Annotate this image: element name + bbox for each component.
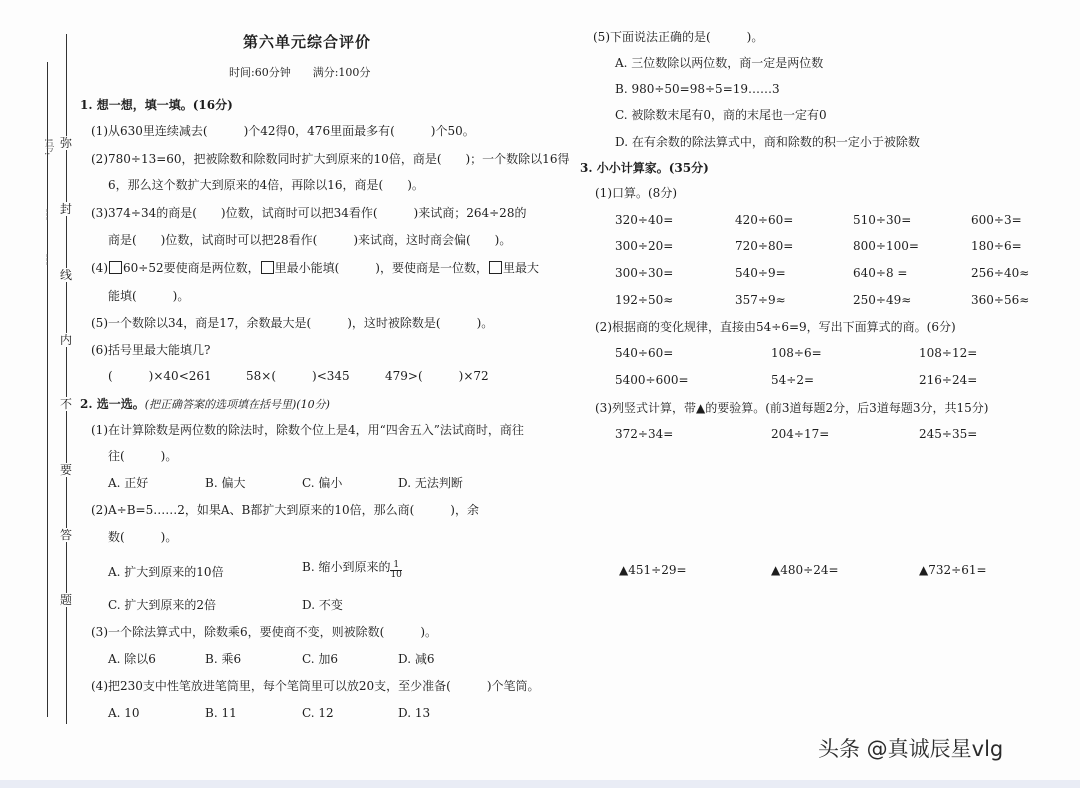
question-1-4-text3: 里最大 [502, 261, 539, 275]
question-1-6-item: 479>( )×72 [385, 369, 489, 383]
option: D. 不变 [302, 598, 343, 612]
vertical-item-check: ▲732÷61= [919, 563, 987, 577]
section-2-instruction: (把正确答案的选项填在括号里)(10分) [144, 398, 330, 411]
bottom-strip [0, 780, 1080, 788]
option: A. 除以6 [108, 652, 156, 666]
oral-item: 540÷9= [735, 266, 786, 280]
option [302, 560, 402, 580]
binding-dots: ┆ [44, 210, 51, 221]
answer-box [261, 261, 274, 274]
sheet-subtitle: 时间:60分钟 满分:100分 [229, 66, 371, 79]
binding-line-outer [47, 62, 48, 717]
binding-char: 要 [57, 463, 75, 477]
option: A. 10 [108, 706, 140, 720]
question-2-5: (5)下面说法正确的是( )。 [593, 30, 764, 44]
oral-item: 640÷8 = [853, 266, 908, 280]
vertical-item-check: ▲480÷24= [771, 563, 839, 577]
binding-char: 线 [57, 268, 75, 282]
section-2-heading [80, 397, 330, 412]
question-1-5: (5)一个数除以34，商是17，余数最大是( )，这时被除数是( )。 [91, 316, 494, 330]
pattern-item: 108÷6= [771, 346, 822, 360]
binding-char: 封 [57, 202, 75, 216]
pattern-item: 216÷24= [919, 373, 978, 387]
question-1-3-line1: (3)374÷34的商是( )位数，试商时可以把34看作( )来试商；264÷28的 [91, 206, 527, 220]
question-2-4: (4)把230支中性笔放进笔筒里，每个笔筒里可以放20支，至少准备( )个笔筒。 [91, 679, 540, 693]
option-b-text: B. 缩小到原来的 [302, 560, 391, 574]
answer-box [109, 261, 122, 274]
question-1-4-prefix: (4) [91, 261, 108, 275]
fraction-numerator: 1 [390, 561, 401, 571]
oral-item: 300÷30= [615, 266, 674, 280]
oral-item: 600÷3= [971, 213, 1022, 227]
subsection-vertical: (3)列竖式计算，带▲的要验算。(前3道每题2分，后3道每题3分，共15分) [595, 401, 989, 415]
question-2-3: (3)一个除法算式中，除数乘6，要使商不变，则被除数( )。 [91, 625, 437, 639]
pattern-item: 5400÷600= [615, 373, 689, 387]
option: C. 12 [302, 706, 334, 720]
vertical-item-check: ▲451÷29= [619, 563, 687, 577]
option: A. 扩大到原来的10倍 [108, 565, 224, 579]
option: C. 加6 [302, 652, 339, 666]
option: B. 偏大 [205, 476, 246, 490]
option: A. 三位数除以两位数，商一定是两位数 [615, 56, 824, 70]
oral-item: 180÷6= [971, 239, 1022, 253]
oral-item: 720÷80= [735, 239, 794, 253]
pattern-item: 540÷60= [615, 346, 674, 360]
option: A. 正好 [108, 476, 149, 490]
pattern-item: 108÷12= [919, 346, 978, 360]
sheet-title: 第六单元综合评价 [243, 33, 372, 51]
oral-item: 800÷100= [853, 239, 919, 253]
oral-item: 510÷30= [853, 213, 912, 227]
question-1-4-line2: 能填( )。 [108, 289, 190, 303]
oral-item: 360÷56≈ [971, 293, 1030, 307]
option: D. 13 [398, 706, 431, 720]
option: B. 乘6 [205, 652, 242, 666]
question-2-1-line2: 往( )。 [108, 449, 178, 463]
question-1-4-text1: 60÷52要使商是两位数， [123, 261, 260, 275]
question-1-1: (1)从630里连续减去( )个42得0，476里面最多有( )个50。 [91, 124, 475, 138]
pattern-item: 54÷2= [771, 373, 815, 387]
section-2-title: 2. 选一选。 [80, 397, 145, 411]
option: C. 扩大到原来的2倍 [108, 598, 217, 612]
binding-char: 题 [57, 593, 75, 607]
option: B. 980÷50=98÷5=19……3 [615, 82, 780, 96]
subsection-oral: (1)口算。(8分) [595, 186, 677, 200]
watermark: 头条 @真诚辰星vlg [818, 737, 1004, 761]
subsection-pattern: (2)根据商的变化规律，直接由54÷6=9，写出下面算式的商。(6分) [595, 320, 956, 334]
oral-item: 250÷49≈ [853, 293, 912, 307]
question-1-4-line1 [91, 261, 539, 275]
fraction [390, 561, 401, 580]
section-1-heading: 1. 想一想，填一填。(16分) [80, 98, 233, 112]
option: D. 无法判断 [398, 476, 463, 490]
oral-item: 192÷50≈ [615, 293, 674, 307]
oral-item: 320÷40= [615, 213, 674, 227]
question-2-1-line1: (1)在计算除数是两位数的除法时，除数个位上是4，用“四舍五入”法试商时，商往 [91, 423, 524, 437]
binding-char: 不 [57, 397, 75, 411]
oral-item: 420÷60= [735, 213, 794, 227]
question-1-4-text2: 里最小能填( )，要使商是一位数， [274, 261, 488, 275]
vertical-item: 245÷35= [919, 427, 978, 441]
binding-char: 弥 [57, 136, 75, 150]
question-1-6-item: 58×( )<345 [246, 369, 350, 383]
question-1-6-item: ( )×40<261 [108, 369, 212, 383]
binding-top-mark: !号: [42, 138, 53, 156]
binding-dots: ┆ [44, 255, 51, 266]
binding-char: 内 [57, 333, 75, 347]
option: C. 被除数末尾有0，商的末尾也一定有0 [615, 108, 827, 122]
question-2-2-line2: 数( )。 [108, 530, 178, 544]
option: D. 在有余数的除法算式中，商和除数的积一定小于被除数 [615, 135, 920, 149]
answer-box [489, 261, 502, 274]
oral-item: 357÷9≈ [735, 293, 786, 307]
vertical-item: 204÷17= [771, 427, 830, 441]
option: D. 减6 [398, 652, 435, 666]
question-1-6: (6)括号里最大能填几? [91, 343, 211, 357]
option: C. 偏小 [302, 476, 343, 490]
oral-item: 300÷20= [615, 239, 674, 253]
question-1-2-line2: 6，那么这个数扩大到原来的4倍，再除以16，商是( )。 [108, 178, 424, 192]
section-3-heading: 3. 小小计算家。(35分) [580, 161, 709, 175]
option: B. 11 [205, 706, 237, 720]
fraction-denominator: 10 [390, 570, 402, 580]
binding-char: 答 [57, 528, 75, 542]
question-1-2-line1: (2)780÷13=60，把被除数和除数同时扩大到原来的10倍，商是( )；一个数除以16得 [91, 152, 570, 166]
question-2-2-line1: (2)A÷B=5……2，如果A、B都扩大到原来的10倍，那么商( )，余 [91, 503, 479, 517]
oral-item: 256÷40≈ [971, 266, 1030, 280]
question-1-3-line2: 商是( )位数，试商时可以把28看作( )来试商，这时商会偏( )。 [108, 233, 512, 247]
vertical-item: 372÷34= [615, 427, 674, 441]
